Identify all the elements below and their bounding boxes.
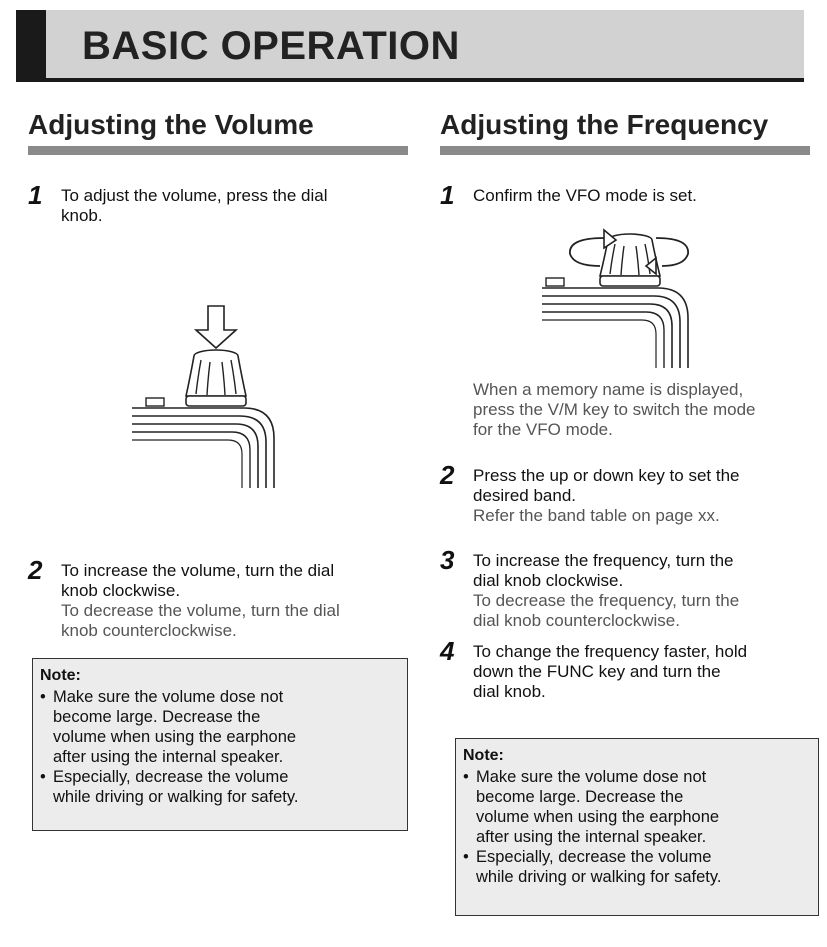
step-text: Confirm the VFO mode is set. (473, 186, 697, 205)
step-number: 4 (440, 636, 455, 666)
note-box (455, 738, 819, 916)
note-box (32, 658, 408, 831)
note-item: • Make sure the volume dose not become large. Decrease the volume when using the earphone after using the internal speaker. (463, 768, 720, 846)
section-rule (28, 146, 408, 155)
page-header (16, 10, 804, 82)
section-title-frequency: Adjusting the Frequency (440, 109, 769, 140)
step-number: 2 (440, 460, 455, 490)
note-item: • Especially, decrease the volume while driving or walking for safety. (463, 848, 722, 886)
step-number: 1 (440, 180, 455, 210)
frequency-section (440, 108, 820, 886)
vfo-description: When a memory name is displayed, press the V/M key to switch the mode for the VFO mode. (473, 380, 756, 439)
note-list (40, 687, 397, 807)
step-number: 2 (28, 555, 43, 585)
step-number: 1 (28, 180, 43, 210)
header-tab-marker (16, 10, 46, 78)
note-heading: Note: (463, 747, 504, 764)
note-item: • Make sure the volume dose not become large. Decrease the volume when using the earphone after using the internal speaker. (40, 688, 297, 766)
note-heading: Note: (40, 667, 81, 684)
note-list (463, 767, 808, 887)
dial-knob-rotate-icon (538, 220, 698, 368)
section-title-volume: Adjusting the Volume (28, 109, 314, 140)
step-text: To increase the frequency, turn the dial knob clockwise. To decrease the frequency, turn the dial knob counterclockwise. (473, 551, 740, 630)
dial-knob-press-icon (126, 298, 286, 488)
step-text: Press the up or down key to set the desired band. Refer the band table on page xx. (473, 466, 740, 525)
step-text: To increase the volume, turn the dial knob clockwise. To decrease the volume, turn the dial knob counterclockwise. (61, 561, 340, 640)
volume-section (28, 108, 408, 806)
step-text: To adjust the volume, press the dial knob. (61, 186, 328, 225)
page-title: BASIC OPERATION (82, 24, 460, 68)
step-number: 3 (440, 545, 455, 575)
step-text: To change the frequency faster, hold down the FUNC key and turn the dial knob. (473, 642, 748, 701)
note-item: • Especially, decrease the volume while driving or walking for safety. (40, 768, 299, 806)
section-rule (440, 146, 810, 155)
